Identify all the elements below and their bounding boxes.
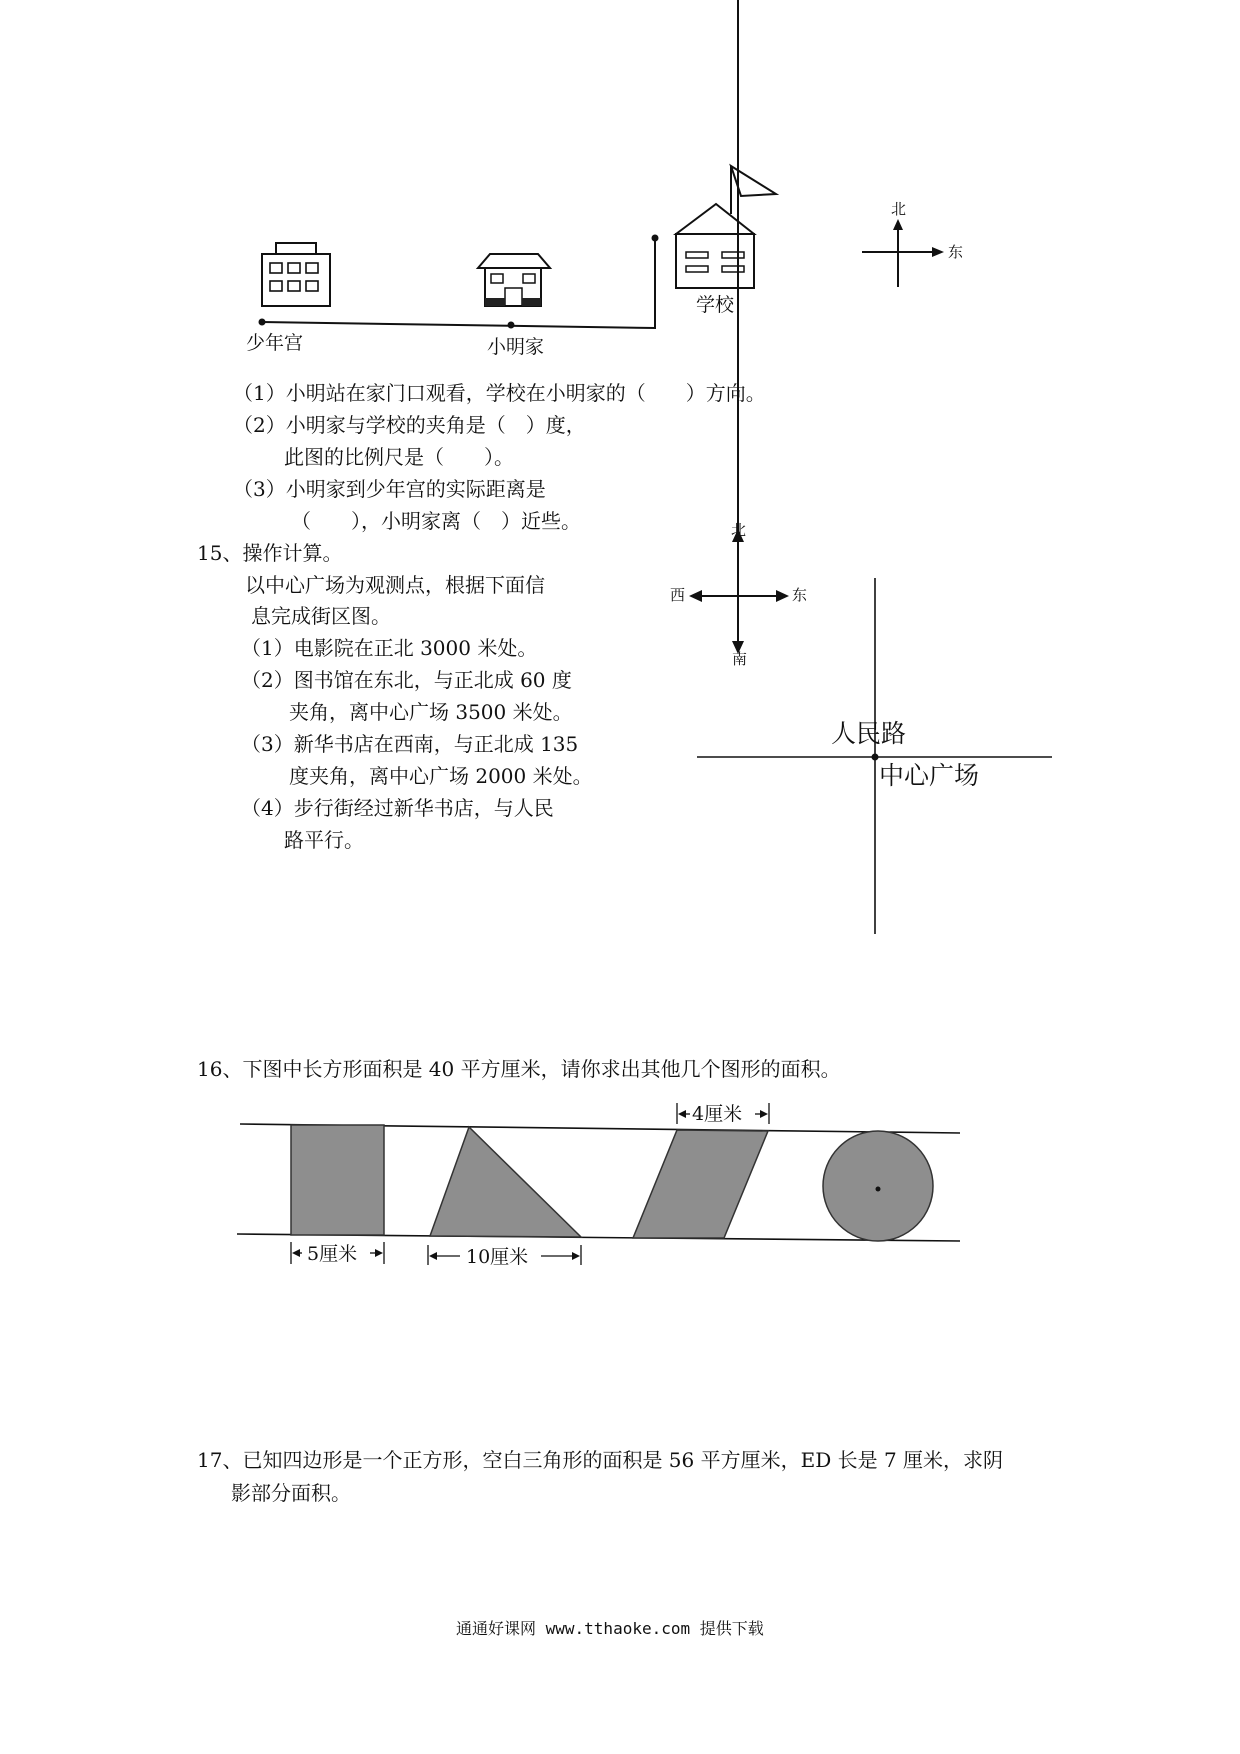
- road-label: 人民路: [831, 719, 907, 748]
- q14-part2b: 此图的比例尺是（ ）。: [284, 445, 514, 469]
- q17-line2: 影部分面积。: [231, 1481, 351, 1505]
- q15-line: 夹角，离中心广场 3500 米处。: [289, 700, 573, 724]
- q15-line: 度夹角，离中心广场 2000 米处。: [289, 764, 593, 788]
- q15-line: 路平行。: [284, 828, 364, 852]
- compass-east-label: 东: [948, 243, 964, 261]
- parallelogram-shape: [633, 1130, 768, 1238]
- q14-part2a: （2）小明家与学校的夹角是（ ）度，: [233, 413, 586, 437]
- palace-label: 少年宫: [246, 332, 304, 354]
- q17-line1: 17、已知四边形是一个正方形，空白三角形的面积是 56 平方厘米，ED 长是 7 厘米，求阴: [197, 1448, 1004, 1472]
- compass-e: 东: [792, 586, 808, 604]
- q15-line: （3）新华书店在西南，与正北成 135: [241, 732, 579, 756]
- dim-rect-label: 5厘米: [307, 1243, 358, 1265]
- q15-line: （1）电影院在正北 3000 米处。: [241, 636, 538, 660]
- q15-line: 以中心广场为观测点，根据下面信: [245, 573, 545, 597]
- q15-title: 15、操作计算。: [197, 541, 343, 565]
- q14-part3a: （3）小明家到少年宫的实际距离是: [233, 477, 546, 501]
- q14-part1: （1）小明站在家门口观看，学校在小明家的（ ）方向。: [233, 381, 766, 405]
- q15-line: （4）步行街经过新华书店，与人民: [241, 796, 554, 820]
- dim-para-label: 4厘米: [692, 1103, 743, 1125]
- q14-part3b: （ ），小明家离（ ）近些。: [291, 509, 581, 533]
- rectangle-shape: [291, 1125, 384, 1235]
- q15-line: 息完成街区图。: [251, 604, 391, 628]
- q16-title: 16、下图中长方形面积是 40 平方厘米，请你求出其他几个图形的面积。: [197, 1057, 841, 1081]
- compass-w: 西: [670, 586, 686, 604]
- compass-s: 南: [732, 650, 748, 668]
- footer-text: 通通好课网 www.tthaoke.com 提供下载: [456, 1619, 764, 1638]
- triangle-shape: [430, 1127, 581, 1237]
- compass-north-label: 北: [891, 200, 907, 218]
- school-label: 学校: [696, 294, 735, 316]
- compass-n: 北: [731, 521, 747, 539]
- center-label: 中心广场: [879, 761, 980, 790]
- dim-tri-label: 10厘米: [466, 1246, 529, 1268]
- q15-line: （2）图书馆在东北，与正北成 60 度: [241, 668, 572, 692]
- circle-shape: [823, 1131, 933, 1241]
- home-label: 小明家: [487, 336, 545, 358]
